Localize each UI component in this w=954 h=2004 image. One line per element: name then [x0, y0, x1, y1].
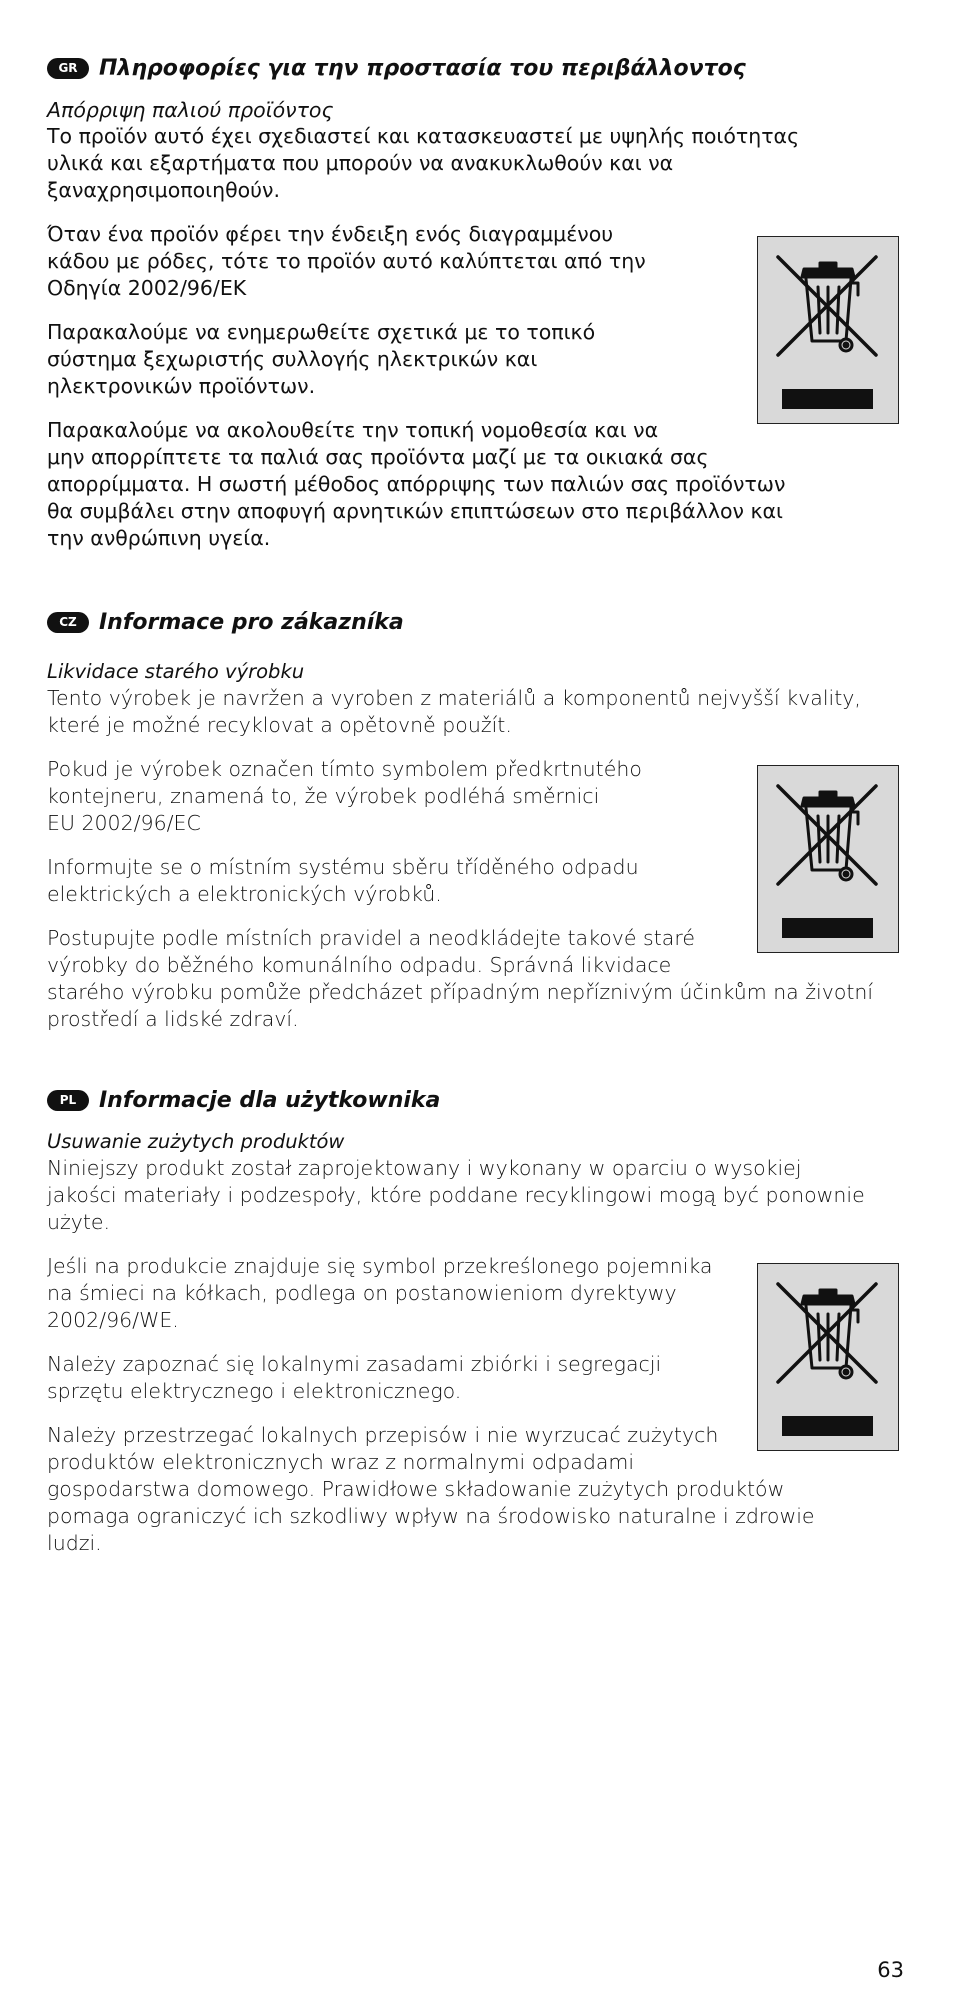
- intro-paragraph: [47, 1155, 907, 1236]
- text-line: υλικά και εξαρτήματα που μπορούν να ανακυκλωθούν και να: [47, 151, 674, 175]
- text-line: ludzi.: [47, 1531, 102, 1555]
- crossed-out-wheelie-bin-icon: [757, 1263, 899, 1451]
- closing-paragraph: [47, 417, 907, 552]
- text-line: Παρακαλούμε να ενημερωθείτε σχετικά με το τοπικό: [47, 320, 596, 344]
- symbol-paragraph: [47, 221, 727, 302]
- text-line: απορρίμματα. Η σωστή μέθοδος απόρριψης των παλιών σας προϊόντων: [47, 472, 786, 496]
- text-line: starého výrobku pomůže předcházet případným nepříznivým účinkům na životní: [47, 980, 874, 1004]
- intro-paragraph: [47, 123, 907, 204]
- text-line: Όταν ένα προϊόν φέρει την ένδειξη ενός διαγραμμένου: [47, 222, 614, 246]
- language-badge: GR: [47, 58, 89, 79]
- text-line: Οδηγία 2002/96/ΕΚ: [47, 276, 247, 300]
- text-line: Należy zapoznać się lokalnymi zasadami zbiórki i segregacji: [47, 1352, 662, 1376]
- section-heading: [47, 607, 907, 637]
- text-line: Postupujte podle místních pravidel a neodkládejte takové staré: [47, 926, 695, 950]
- section-subtitle: Likvidace starého výrobku: [47, 660, 305, 683]
- crossed-out-wheelie-bin-icon: [757, 236, 899, 424]
- text-line: την ανθρώπινη υγεία.: [47, 526, 271, 550]
- text-line: κάδου με ρόδες, τότε το προϊόν αυτό καλύπτεται από την: [47, 249, 646, 273]
- inform-paragraph: [47, 1351, 727, 1405]
- symbol-paragraph: [47, 1253, 727, 1334]
- text-line: sprzętu elektrycznego i elektronicznego.: [47, 1379, 462, 1403]
- text-line: kontejneru, znamená to, že výrobek podléhá směrnici: [47, 784, 600, 808]
- text-line: σύστημα ξεχωριστής συλλογής ηλεκτρικών και: [47, 347, 538, 371]
- section-title: Πληροφορίες για την προστασία του περιβάλλοντος: [99, 55, 746, 81]
- crossed-out-wheelie-bin-icon: [757, 765, 899, 953]
- symbol-paragraph: [47, 756, 727, 837]
- text-line: μην απορρίπτετε τα παλιά σας προϊόντα μαζί με τα οικιακά σας: [47, 445, 709, 469]
- text-line: elektrických a elektronických výrobků.: [47, 882, 442, 906]
- text-line: Należy przestrzegać lokalnych przepisów i nie wyrzucać zużytych: [47, 1423, 719, 1447]
- text-line: jakości materiały i podzespoły, które poddane recyklingowi mogą być ponownie: [47, 1183, 865, 1207]
- inform-paragraph: [47, 319, 727, 400]
- text-line: Pokud je výrobek označen tímto symbolem předkrtnutého: [47, 757, 642, 781]
- text-line: které je možné recyklovat a opětovně použít.: [47, 713, 512, 737]
- text-line: prostředí a lidské zdraví.: [47, 1007, 299, 1031]
- intro-paragraph: [47, 685, 907, 739]
- text-line: θα συμβάλει στην αποφυγή αρνητικών επιπτώσεων στο περιβάλλον και: [47, 499, 783, 523]
- section-subtitle: Απόρριψη παλιού προϊόντος: [47, 98, 334, 122]
- inform-paragraph: [47, 854, 727, 908]
- text-line: Tento výrobek je navržen a vyroben z materiálů a komponentů nejvyšší kvality,: [47, 686, 861, 710]
- text-line: Jeśli na produkcie znajduje się symbol przekreślonego pojemnika: [47, 1254, 713, 1278]
- language-badge: PL: [47, 1090, 89, 1111]
- text-line: výrobky do běžného komunálního odpadu. Správná likvidace: [47, 953, 672, 977]
- text-line: gospodarstwa domowego. Prawidłowe składowanie zużytych produktów: [47, 1477, 785, 1501]
- text-line: użyte.: [47, 1210, 111, 1234]
- text-line: EU 2002/96/EC: [47, 811, 201, 835]
- language-badge: CZ: [47, 612, 89, 633]
- text-line: Το προϊόν αυτό έχει σχεδιαστεί και κατασκευαστεί με υψηλής ποιότητας: [47, 124, 800, 148]
- text-line: Niniejszy produkt został zaprojektowany i wykonany w oparciu o wysokiej: [47, 1156, 802, 1180]
- text-line: Informujte se o místním systému sběru tříděného odpadu: [47, 855, 639, 879]
- page-number: 63: [877, 1958, 904, 1982]
- text-line: 2002/96/WE.: [47, 1308, 179, 1332]
- text-line: ηλεκτρονικών προϊόντων.: [47, 374, 316, 398]
- section-heading: [47, 53, 907, 83]
- text-line: ξαναχρησιμοποιηθούν.: [47, 178, 280, 202]
- section-title: Informacje dla użytkownika: [99, 1087, 441, 1113]
- text-line: pomaga ograniczyć ich szkodliwy wpływ na środowisko naturalne i zdrowie: [47, 1504, 815, 1528]
- section-title: Informace pro zákazníka: [99, 609, 404, 635]
- text-line: Παρακαλούμε να ακολουθείτε την τοπική νομοθεσία και να: [47, 418, 659, 442]
- text-line: produktów elektronicznych wraz z normalnymi odpadami: [47, 1450, 635, 1474]
- text-line: na śmieci na kółkach, podlega on postanowieniom dyrektywy: [47, 1281, 677, 1305]
- section-subtitle: Usuwanie zużytych produktów: [47, 1130, 345, 1153]
- section-heading: [47, 1085, 907, 1115]
